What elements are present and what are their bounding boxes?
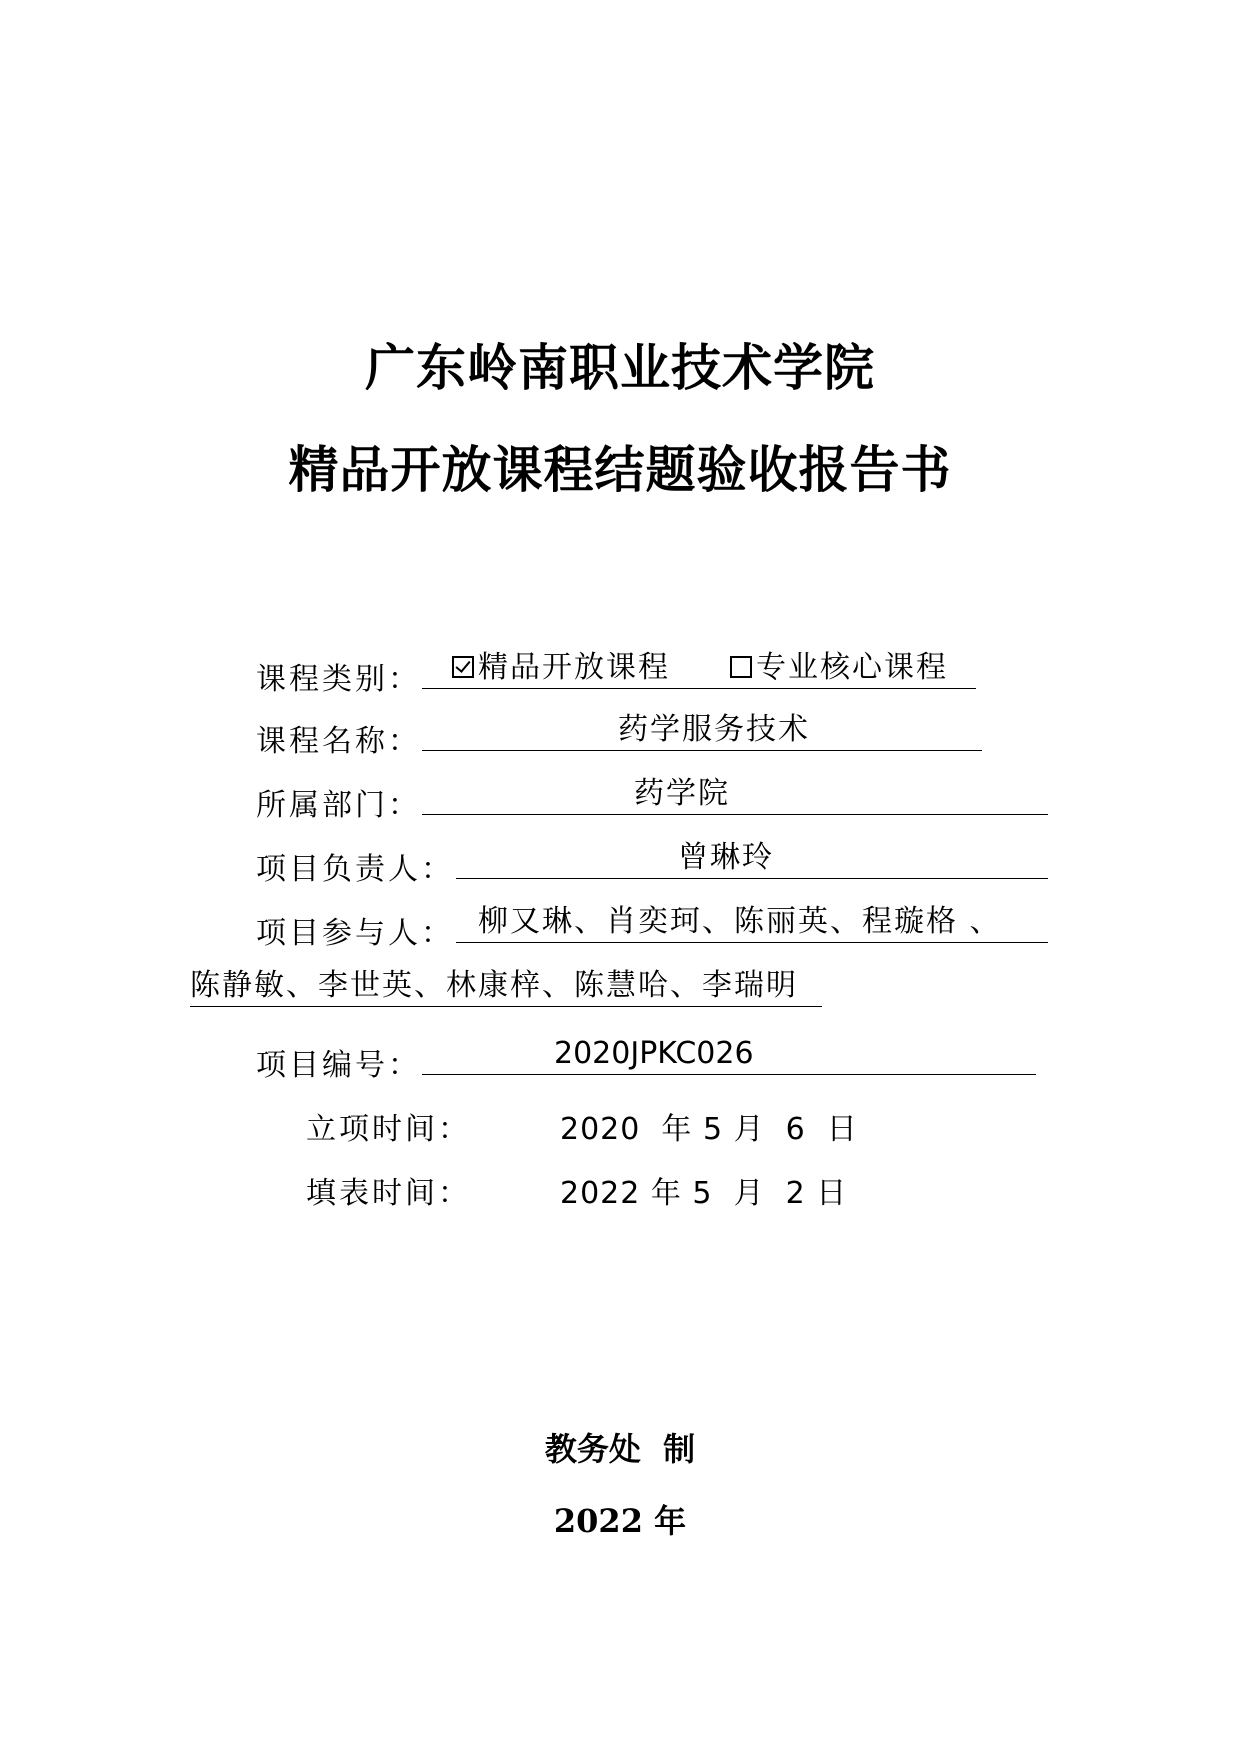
category-option-core-course[interactable] <box>730 648 948 688</box>
checked-box-icon[interactable] <box>452 656 474 678</box>
participants-field-line1[interactable] <box>456 902 1048 943</box>
category-option-open-course[interactable] <box>452 648 670 688</box>
department-field[interactable] <box>422 774 1048 815</box>
project-leader-label: 项目负责人： <box>256 852 454 887</box>
department-label: 所属部门： <box>256 788 421 823</box>
project-number-field[interactable] <box>422 1034 1036 1075</box>
fill-date-label: 填表时间： <box>306 1176 471 1211</box>
course-name-value: 药学服务技术 <box>618 712 810 747</box>
fill-date-value: 2022 年 5 月 2 日 <box>560 1176 848 1211</box>
participants-value-line1: 柳又琳、肖奕珂、陈丽英、程璇格 、 <box>478 904 1002 939</box>
project-number-value: 2020JPKC026 <box>554 1036 754 1071</box>
course-category-field <box>422 648 976 689</box>
category-option-label: 精品开放课程 <box>478 650 670 685</box>
start-date-value: 2020 年 5 月 6 日 <box>560 1112 858 1147</box>
document-title: 精品开放课程结题验收报告书 <box>288 440 952 499</box>
course-name-field[interactable] <box>422 710 982 751</box>
course-name-label: 课程名称： <box>256 724 421 759</box>
year-text: 2022 年 <box>553 1502 687 1540</box>
project-leader-value: 曾琳玲 <box>678 840 774 875</box>
participants-value-line2: 陈静敏、李世英、林康梓、陈慧哈、李瑞明 <box>190 968 798 1003</box>
project-number-label: 项目编号： <box>256 1048 421 1083</box>
issuer-text: 教务处 制 <box>544 1430 696 1468</box>
participants-label: 项目参与人： <box>256 916 454 951</box>
course-category-label: 课程类别： <box>256 662 421 697</box>
participants-field-line2[interactable] <box>190 966 822 1007</box>
start-date-label: 立项时间： <box>306 1112 471 1147</box>
project-leader-field[interactable] <box>456 838 1048 879</box>
category-option-label: 专业核心课程 <box>756 650 948 685</box>
department-value: 药学院 <box>634 776 730 811</box>
institution-title: 广东岭南职业技术学院 <box>365 338 875 397</box>
unchecked-box-icon[interactable] <box>730 656 752 678</box>
